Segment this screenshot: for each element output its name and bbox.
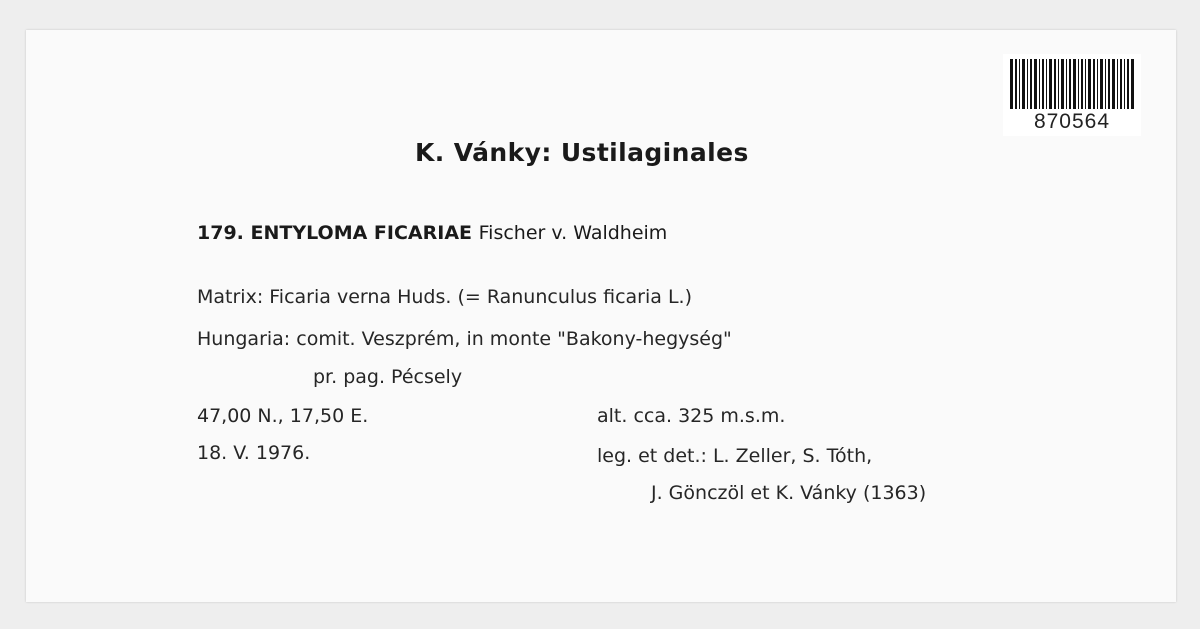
altitude: alt. cca. 325 m.s.m. <box>597 405 786 427</box>
matrix-line: Matrix: Ficaria verna Huds. (= Ranunculus ficaria L.) <box>197 286 692 308</box>
collectors-line: leg. et det.: L. Zeller, S. Tóth, <box>597 445 873 467</box>
locality-line-continued: pr. pag. Pécsely <box>313 366 463 388</box>
barcode-image <box>1010 59 1134 109</box>
coordinates: 47,00 N., 17,50 E. <box>197 405 369 427</box>
species-author: Fischer v. Waldheim <box>478 222 668 244</box>
species-name: ENTYLOMA FICARIAE <box>250 222 473 244</box>
collectors-line-continued: J. Gönczöl et K. Vánky (1363) <box>651 482 927 504</box>
barcode-number: 870564 <box>1033 110 1111 133</box>
locality-line: Hungaria: comit. Veszprém, in monte "Bakony-hegység" <box>197 328 732 350</box>
barcode <box>1003 54 1141 136</box>
collection-title: K. Vánky: Ustilaginales <box>415 138 749 167</box>
specimen-number: 179. <box>197 222 244 244</box>
species-heading <box>197 222 667 244</box>
collection-date: 18. V. 1976. <box>197 442 311 464</box>
